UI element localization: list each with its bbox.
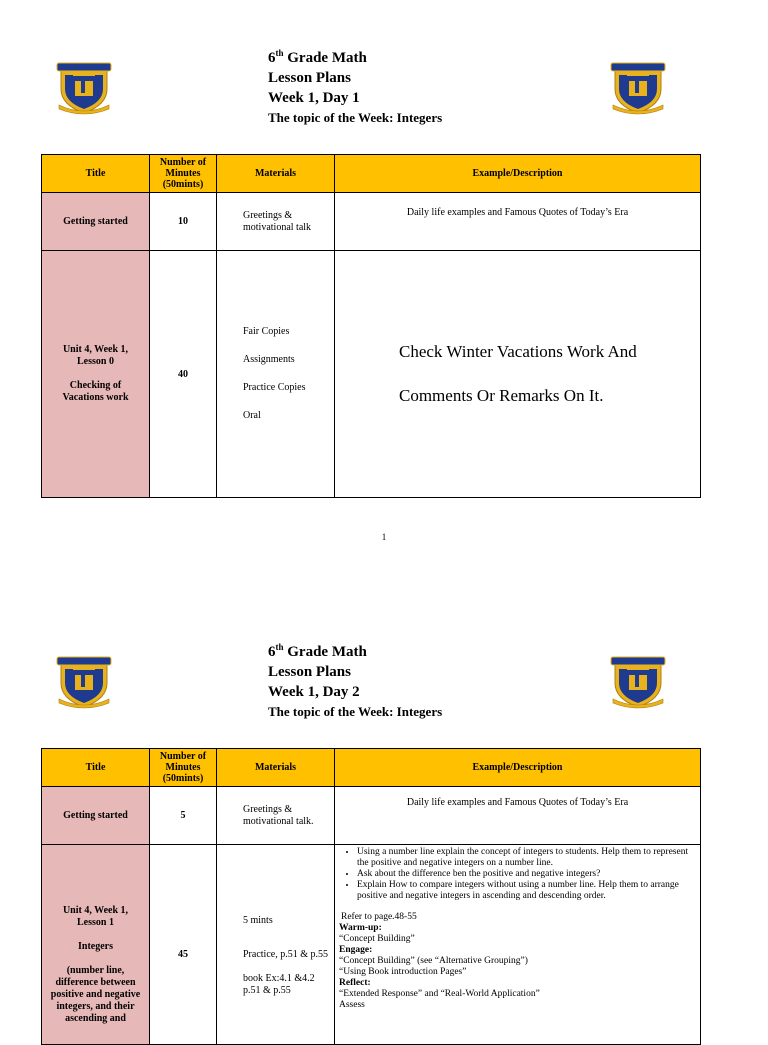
column-header: Number of Minutes (50mints) bbox=[150, 155, 217, 193]
lesson-table bbox=[41, 154, 701, 498]
row-minutes: 10 bbox=[150, 193, 217, 251]
column-header: Materials bbox=[217, 749, 335, 787]
row-minutes: 40 bbox=[150, 251, 217, 498]
refer-text: Refer to page.48-55 bbox=[341, 912, 417, 922]
row-description bbox=[335, 193, 701, 251]
description-text: Daily life examples and Famous Quotes of Today’s Era bbox=[406, 797, 629, 808]
description-bullets bbox=[339, 847, 696, 902]
assess-text: Assess bbox=[339, 1000, 365, 1010]
material-item: Oral bbox=[243, 410, 261, 421]
table-row bbox=[42, 787, 701, 845]
title-line: Integers bbox=[78, 941, 113, 952]
table-row bbox=[42, 193, 701, 251]
grade-suffix: th bbox=[275, 642, 284, 652]
lesson-header bbox=[268, 642, 442, 722]
reflect-label: Reflect: bbox=[339, 978, 371, 988]
grade-title: Grade Math bbox=[283, 644, 367, 660]
row-description bbox=[335, 845, 701, 1045]
lesson-header bbox=[268, 48, 442, 128]
row-title: Getting started bbox=[42, 193, 150, 251]
row-description bbox=[335, 251, 701, 498]
description-line: Check Winter Vacations Work And bbox=[399, 342, 637, 361]
row-minutes: 5 bbox=[150, 787, 217, 845]
table-header-row bbox=[42, 155, 701, 193]
plan-title: Lesson Plans bbox=[268, 664, 351, 680]
column-header: Materials bbox=[217, 155, 335, 193]
school-crest-logo bbox=[609, 649, 667, 711]
table-row bbox=[42, 251, 701, 498]
material-item: 5 mints bbox=[243, 915, 273, 926]
row-title: Getting started bbox=[42, 787, 150, 845]
row-materials: Greetings & motivational talk. bbox=[217, 787, 335, 845]
week-topic: The topic of the Week: Integers bbox=[268, 110, 443, 125]
school-crest-logo bbox=[55, 55, 113, 117]
school-crest-logo bbox=[609, 55, 667, 117]
title-line: Lesson 1 bbox=[77, 917, 114, 928]
engage-text: “Concept Building” (see “Alternative Grouping”) bbox=[339, 956, 528, 966]
title-line: Lesson 0 bbox=[77, 356, 114, 367]
engage-label: Engage: bbox=[339, 945, 373, 955]
lesson-table bbox=[41, 748, 701, 1045]
school-crest-logo bbox=[55, 649, 113, 711]
description-text: Daily life examples and Famous Quotes of Today’s Era bbox=[406, 207, 629, 218]
row-materials bbox=[217, 251, 335, 498]
bullet-item: • Ask about the difference ben the positive and negative integers? bbox=[357, 869, 696, 880]
row-materials: Greetings & motivational talk bbox=[217, 193, 335, 251]
reflect-text: “Extended Response” and “Real-World Application” bbox=[339, 989, 540, 999]
grade-number: 6 bbox=[268, 644, 276, 660]
table-row bbox=[42, 845, 701, 1045]
material-item: book Ex:4.1 &4.2 p.51 & p.55 bbox=[243, 973, 315, 996]
page-number: 1 bbox=[381, 532, 387, 542]
bullet-item: • Explain How to compare integers without using a number line. Help them to arrange positive and negative integers in ascending and descending order. bbox=[357, 880, 696, 902]
row-materials bbox=[217, 845, 335, 1045]
warmup-label: Warm-up: bbox=[339, 923, 382, 933]
column-header: Title bbox=[42, 749, 150, 787]
material-item: Fair Copies bbox=[243, 326, 290, 337]
bullet-item: • Using a number line explain the concept of integers to students. Help them to represent the positive and negative integers on a number line. bbox=[357, 847, 696, 869]
row-minutes: 45 bbox=[150, 845, 217, 1045]
week-day: Week 1, Day 2 bbox=[268, 684, 360, 700]
title-line: Vacations work bbox=[62, 392, 129, 403]
week-day: Week 1, Day 1 bbox=[268, 90, 360, 106]
material-item: Practice Copies bbox=[243, 382, 306, 393]
warmup-text: “Concept Building” bbox=[339, 934, 415, 944]
grade-title: Grade Math bbox=[283, 50, 367, 66]
title-line: Unit 4, Week 1, bbox=[62, 344, 129, 355]
plan-title: Lesson Plans bbox=[268, 70, 351, 86]
title-line: (number line, difference between positive and negative integers, and their ascending and bbox=[50, 965, 141, 1024]
column-header: Example/Description bbox=[335, 749, 701, 787]
week-topic: The topic of the Week: Integers bbox=[268, 704, 443, 719]
title-line: Checking of bbox=[69, 380, 122, 391]
column-header: Title bbox=[42, 155, 150, 193]
table-header-row bbox=[42, 749, 701, 787]
grade-suffix: th bbox=[275, 48, 284, 58]
title-line: Unit 4, Week 1, bbox=[62, 905, 129, 916]
row-title bbox=[42, 251, 150, 498]
row-title bbox=[42, 845, 150, 1045]
grade-number: 6 bbox=[268, 50, 276, 66]
material-item: Assignments bbox=[243, 354, 295, 365]
description-line: Comments Or Remarks On It. bbox=[399, 386, 604, 405]
column-header: Number of Minutes (50mints) bbox=[150, 749, 217, 787]
column-header: Example/Description bbox=[335, 155, 701, 193]
material-item: Practice, p.51 & p.55 bbox=[243, 949, 328, 960]
row-description bbox=[335, 787, 701, 845]
engage-text: “Using Book introduction Pages” bbox=[339, 967, 467, 977]
page-2 bbox=[0, 595, 768, 1024]
